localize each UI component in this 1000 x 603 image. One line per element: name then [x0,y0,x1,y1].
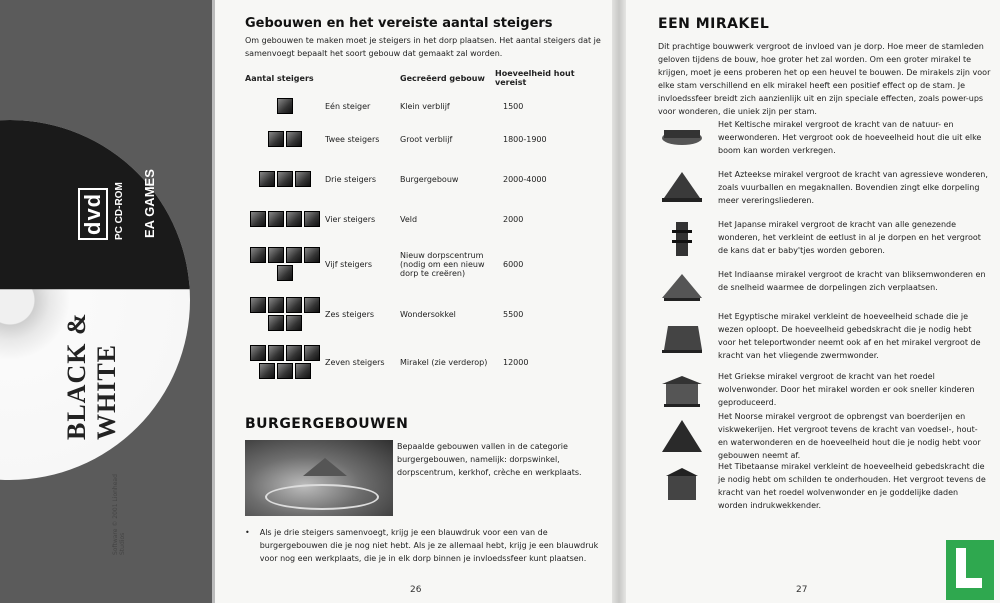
scaffold-cube-icon [268,297,284,313]
scaffold-cube-icon [304,211,320,227]
table-row [245,199,605,239]
scaffold-cube-icon [277,265,293,281]
page-number-right: 27 [796,585,808,595]
building-name: Nieuw dorpscentrum (nodig om een nieuw dorp te creëren) [400,250,485,278]
building-name: Wondersokkel [400,309,456,319]
scaffold-cube-icon [250,247,266,263]
game-title-logo: BLACK & WHITE [62,312,121,440]
scaffold-cube-icon [277,363,293,379]
miracle-description: Het Griekse mirakel vergroot de kracht van het roedel wolvenwonder. Door het mirakel worden er ook sneller kinderen geproduceerd. [718,372,975,407]
section-title: Gebouwen en het vereiste aantal steigers [245,16,553,31]
header-count: Aantal steigers [245,73,314,83]
page-right [626,0,1000,603]
miracle-item [646,218,996,258]
wood-amount: 1500 [503,101,524,111]
burger-text: Bepaalde gebouwen vallen in de categorie burgergebouwen, namelijk: dorpswinkel, dorpscentrum, kerkhof, crèche en werkplaats. [397,442,582,477]
miracle-item [646,410,996,462]
book-spine [612,0,626,603]
bullet-text: Als je drie steigers samenvoegt, krijg je een blauwdruk voor een van de burgergebouwen die je nog niet hebt. Als je ze allemaal hebt, krijg je een blauwdruk voor nog een werkplaats, die je in elk dorp binnen je invloedssfeer kunt plaatsen. [259,528,599,563]
building-name: Groot verblijf [400,134,453,144]
greek-miracle-icon [646,370,718,410]
miracle-intro: Dit prachtige bouwwerk vergroot de invloed van je dorp. Hoe meer de stamleden geloven tijdens de bouw, hoe groter het zal worden. Om een groter mirakel te krijgen, moet je eens proberen het op een heuvel te bouwen. De mirakels zijn voor elke stam verschillend en elk mirakel heeft een positief effect op de stam. Je invloedssfeer breidt zich aanzienlijk uit en zijn speciale effecten, zoals power-ups voor wonderen, die uniek zijn per stam. [658,42,991,116]
scaffold-cubes [245,239,325,289]
miracle-description: Het Tibetaanse mirakel verkleint de hoeveelheid gebedskracht die je nodig hebt om schilden te onderhouden. Het vergroot tevens de kracht van het roedel wolvenwonder en je goddelijke daden worden indrukwekkender. [718,462,986,510]
miracle-title: EEN MIRAKEL [658,16,770,32]
bullet-dot-icon: • [245,528,250,537]
table-row [245,289,605,339]
miracle-description: Het Azteekse mirakel vergroot de kracht van agressieve wonderen, zoals vuurballen en megaknallen. Bovendien zingt elke dorpeling meer vereringsliederen. [718,170,988,205]
aztec-miracle-icon [646,168,718,208]
scaffold-count-label: Zes steigers [325,309,375,319]
wood-amount: 2000 [503,214,524,224]
scaffold-cubes [245,199,325,239]
bullet-item [245,526,605,565]
scaffold-cubes [245,159,325,199]
building-name: Klein verblijf [400,101,450,111]
wood-amount: 12000 [503,357,529,367]
scaffold-cube-icon [268,345,284,361]
scaffold-cube-icon [286,211,302,227]
miracle-item [646,118,996,158]
scaffold-cube-icon [250,211,266,227]
section-intro: Om gebouwen te maken moet je steigers in het dorp plaatsen. Het aantal steigers dat je samenvoegt bepaalt het soort gebouw dat gemaakt zal worden. [245,36,601,58]
page-number-left: 26 [410,585,422,595]
burger-building-image [245,440,393,516]
scaffold-cube-icon [286,345,302,361]
scaffold-cube-icon [295,363,311,379]
miracle-item [646,460,996,512]
page-left [212,0,615,603]
scaffold-count-label: Vijf steigers [325,259,373,269]
wood-amount: 2000-4000 [503,174,547,184]
scaffold-cube-icon [259,171,275,187]
table-row [245,119,605,159]
wood-amount: 5500 [503,309,524,319]
scaffold-cube-icon [268,315,284,331]
wood-amount: 1800-1900 [503,134,547,144]
building-name: Burgergebouw [400,174,459,184]
scaffold-count-label: Zeven steigers [325,357,385,367]
scaffold-cube-icon [250,297,266,313]
scaffold-cube-icon [286,247,302,263]
miracle-item [646,370,996,410]
scaffold-cube-icon [286,131,302,147]
norse-miracle-icon [646,410,718,462]
scaffold-cube-icon [304,297,320,313]
scaffold-cube-icon [268,131,284,147]
miracle-description: Het Keltische mirakel vergroot de kracht van de natuur- en weerwonderen. Het vergroot ook de hoeveelheid hout die uit elke boom kan worden verkregen. [718,120,982,155]
burger-title: BURGERGEBOUWEN [245,416,409,432]
scaffold-cube-icon [268,211,284,227]
scaffold-cubes [245,93,325,119]
japanese-miracle-icon [646,218,718,258]
scaffold-count-label: Twee steigers [325,134,380,144]
celtic-miracle-icon [646,118,718,158]
pc-cdrom-label: PC CD-ROM [114,182,125,240]
scaffold-cube-icon [250,345,266,361]
tibetan-miracle-icon [646,460,718,512]
scaffold-cube-icon [268,247,284,263]
building-name: Mirakel (zie verderop) [400,357,488,367]
scaffold-cube-icon [259,363,275,379]
scaffold-cubes [245,119,325,159]
miracle-description: Het Egyptische mirakel verkleint de hoeveelheid schade die je wezen oploopt. De hoeveelheid gebedskracht die je nodig hebt voor het teleportwonder neemt ook af en het mirakel vergroot de kracht van het vliegende zwermwonder. [718,312,981,360]
table-row [245,159,605,199]
watermark-logo [946,540,994,600]
scaffold-count-label: Eén steiger [325,101,371,111]
scaffold-count-label: Vier steigers [325,214,376,224]
scaffold-cube-icon [277,171,293,187]
header-building: Gecreëerd gebouw [400,73,485,83]
scaffold-cube-icon [304,247,320,263]
cd-panel [0,0,212,603]
dvd-logo: dvd [78,188,108,240]
miracle-item [646,310,996,362]
scaffold-cube-icon [304,345,320,361]
table-row [245,93,605,119]
header-wood: Hoeveelheid hout vereist [495,69,575,87]
table-row [245,239,605,289]
indian-miracle-icon [646,268,718,308]
scaffold-cubes [245,289,325,339]
scaffold-table [245,69,605,385]
scaffold-count-label: Drie steigers [325,174,377,184]
scaffold-cube-icon [286,315,302,331]
miracle-item [646,168,996,208]
logo-l-base [956,578,982,588]
scaffold-cube-icon [295,171,311,187]
scaffold-cube-icon [277,98,293,114]
table-header-row [245,69,605,93]
miracle-item [646,268,996,308]
scaffold-cube-icon [286,297,302,313]
table-row [245,339,605,385]
cd-copyright: Software © 2001 Lionhead Studios [112,474,126,555]
miracle-description: Het Japanse mirakel vergroot de kracht van alle genezende wonderen, het verkleint de eetlust in al je dorpen en het vergroot de kans dat er baby'tjes worden geboren. [718,220,981,255]
building-name: Veld [400,214,418,224]
egyptian-miracle-icon [646,310,718,362]
building-ring-shape [265,484,379,510]
building-roof-shape [303,458,347,476]
miracle-description: Het Noorse mirakel vergroot de opbrengst van boerderijen en viskwekerijen. Het vergroot tevens de kracht van voedsel-, hout- en waterwonderen en de hoeveelheid hout die je nodig hebt voor gebouwen neemt af. [718,412,981,460]
miracle-description: Het Indiaanse mirakel vergroot de kracht van bliksemwonderen en de snelheid waarmee de dorpelingen zich verplaatsen. [718,270,986,292]
ea-games-logo: EA GAMES [142,169,157,238]
scaffold-cubes [245,339,325,385]
wood-amount: 6000 [503,259,524,269]
